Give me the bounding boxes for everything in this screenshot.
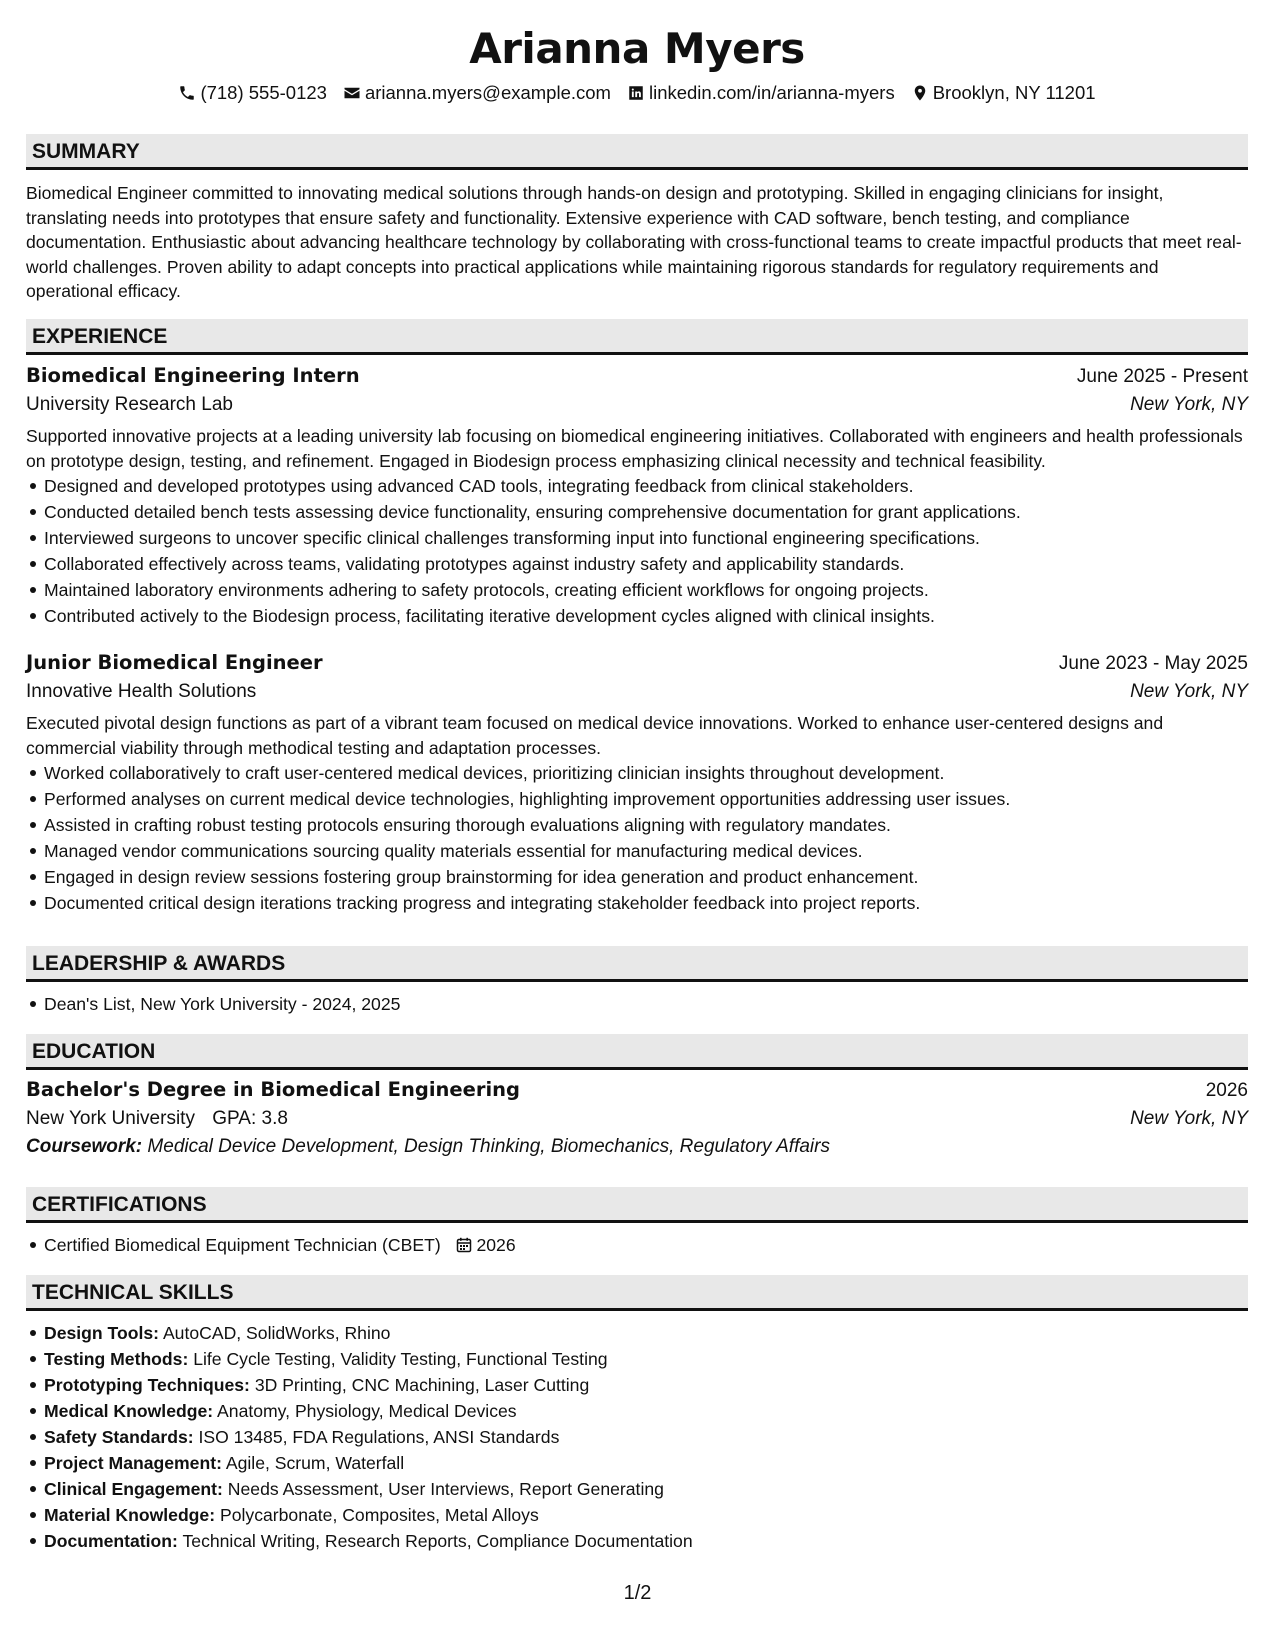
certifications-header: CERTIFICATIONS [26,1187,1248,1223]
job-location: New York, NY [1130,394,1248,415]
job-entry [26,364,1248,629]
list-item [44,1372,1266,1398]
map-pin-icon [911,84,929,102]
list-item: Contributed actively to the Biodesign process, facilitating iterative development cycles aligned with clinical insights. [44,603,1248,629]
list-item [44,1398,1266,1424]
skill-label: Material Knowledge: [44,1505,216,1525]
skill-value: Anatomy, Physiology, Medical Devices [217,1401,517,1421]
calendar-icon [456,1235,477,1255]
list-item [44,1502,1266,1528]
email-text: arianna.myers@example.com [364,82,611,103]
list-item [44,1450,1266,1476]
linkedin-text: linkedin.com/in/arianna-myers [648,82,895,103]
skill-value: Polycarbonate, Composites, Metal Alloys [219,1505,539,1525]
education-header: EDUCATION [26,1034,1248,1070]
list-item [44,1320,1266,1346]
skill-label: Medical Knowledge: [44,1401,214,1421]
skill-value: ISO 13485, FDA Regulations, ANSI Standards [198,1427,560,1447]
job-description: Executed pivotal design functions as part of a vibrant team focused on medical device innovations. Worked to enhance user-centered designs and commercial viability through methodical testing and adaptation processes. [26,713,1164,758]
job-title: Junior Biomedical Engineer [26,651,323,674]
job-bullets [26,760,1248,916]
candidate-name: Arianna Myers [469,24,805,73]
job-date: June 2025 - Present [1076,366,1248,387]
list-item: Collaborated effectively across teams, validating prototypes against industry safety and applicability standards. [44,551,1248,577]
list-item: Designed and developed prototypes using advanced CAD tools, integrating feedback from clinical stakeholders. [44,473,1248,499]
job-org: University Research Lab [26,394,233,415]
list-item [44,1232,1266,1258]
gpa: GPA: 3.8 [212,1108,288,1129]
list-item: Managed vendor communications sourcing quality materials essential for manufacturing medical devices. [44,838,1248,864]
job-org: Innovative Health Solutions [26,681,257,702]
skill-value: AutoCAD, SolidWorks, Rhino [162,1323,391,1343]
job-location: New York, NY [1130,681,1248,702]
list-item [44,1476,1266,1502]
school: New York University [26,1108,195,1129]
skill-value: Technical Writing, Research Reports, Compliance Documentation [182,1531,693,1551]
list-item: Performed analyses on current medical device technologies, highlighting improvement opportunities addressing user issues. [44,786,1248,812]
location-text: Brooklyn, NY 11201 [932,82,1096,103]
job-description: Supported innovative projects at a leading university lab focusing on biomedical engineering initiatives. Collaborated with engineers and health professionals on prototype design, testing, and refinement. Engaged in Biodesign process emphasizing clinical necessity and technical feasibility. [26,426,1243,471]
leadership-header: LEADERSHIP & AWARDS [26,946,1248,982]
skill-value: Agile, Scrum, Waterfall [225,1453,405,1473]
skills-header: TECHNICAL SKILLS [26,1275,1248,1311]
certifications-list [26,1232,1266,1258]
list-item: Assisted in crafting robust testing protocols ensuring thorough evaluations aligning with regulatory mandates. [44,812,1248,838]
skill-label: Design Tools: [44,1323,160,1343]
skill-value: 3D Printing, CNC Machining, Laser Cutting [254,1375,590,1395]
certification-name: Certified Biomedical Equipment Technician (CBET) [44,1235,441,1255]
list-item: Documented critical design iterations tracking progress and integrating stakeholder feedback into project reports. [44,890,1248,916]
skill-label: Documentation: [44,1531,178,1551]
linkedin-icon [627,84,645,102]
skills-list [26,1320,1266,1554]
coursework-label: Coursework: [26,1136,143,1157]
skill-value: Needs Assessment, User Interviews, Report Generating [227,1479,664,1499]
job-date: June 2023 - May 2025 [1058,653,1248,674]
skill-label: Testing Methods: [44,1349,189,1369]
leadership-list [26,991,1266,1017]
skill-label: Prototyping Techniques: [44,1375,250,1395]
summary-text: Biomedical Engineer committed to innovating medical solutions through hands-on design and prototyping. Skilled in engaging clinicians for insight, translating needs into prototypes that ensure safety and functionality. Extensive experience with CAD software, bench testing, and compliance documentation. Enthusiastic about advancing healthcare technology by collaborating with cross-functional teams to create impactful products that meet real-world challenges. Proven ability to adapt concepts into practical applications while maintaining rigorous standards for regulatory requirements and operational efficacy. [26,183,1242,301]
certification-year: 2026 [476,1235,516,1255]
list-item [44,1424,1266,1450]
contact-linkedin[interactable] [627,80,895,106]
list-item: Engaged in design review sessions fostering group brainstorming for idea generation and product enhancement. [44,864,1248,890]
school-location: New York, NY [1130,1108,1248,1129]
skill-label: Project Management: [44,1453,222,1473]
list-item: Conducted detailed bench tests assessing device functionality, ensuring comprehensive documentation for grant applications. [44,499,1248,525]
list-item [44,1346,1266,1372]
degree: Bachelor's Degree in Biomedical Engineering [26,1078,520,1101]
envelope-icon [343,84,361,102]
graduation-year: 2026 [1205,1080,1248,1101]
list-item: Maintained laboratory environments adhering to safety protocols, creating efficient workflows for ongoing projects. [44,577,1248,603]
education-entry [26,1078,1248,1158]
coursework-list: Medical Device Development, Design Thinking, Biomechanics, Regulatory Affairs [147,1136,830,1157]
skill-value: Life Cycle Testing, Validity Testing, Functional Testing [193,1349,608,1369]
skill-label: Safety Standards: [44,1427,194,1447]
job-bullets [26,473,1248,629]
list-item: Interviewed surgeons to uncover specific clinical challenges transforming input into functional engineering specifications. [44,525,1248,551]
contact-phone[interactable] [178,80,327,106]
resume-page [26,0,1248,1551]
contact-bar [26,80,1248,106]
contact-email[interactable] [343,80,611,106]
list-item: Worked collaboratively to craft user-centered medical devices, prioritizing clinician insights throughout development. [44,760,1248,786]
coursework [26,1136,1248,1158]
phone-text: (718) 555-0123 [200,82,327,103]
experience-header: EXPERIENCE [26,319,1248,355]
job-entry [26,651,1248,916]
list-item: Dean's List, New York University - 2024, 2025 [44,991,1266,1017]
summary-header: SUMMARY [26,134,1248,170]
list-item [44,1528,1266,1554]
job-title: Biomedical Engineering Intern [26,364,360,387]
contact-location [911,80,1096,106]
skill-label: Clinical Engagement: [44,1479,223,1499]
phone-icon [178,84,196,102]
page-number: 1/2 [623,1582,652,1604]
